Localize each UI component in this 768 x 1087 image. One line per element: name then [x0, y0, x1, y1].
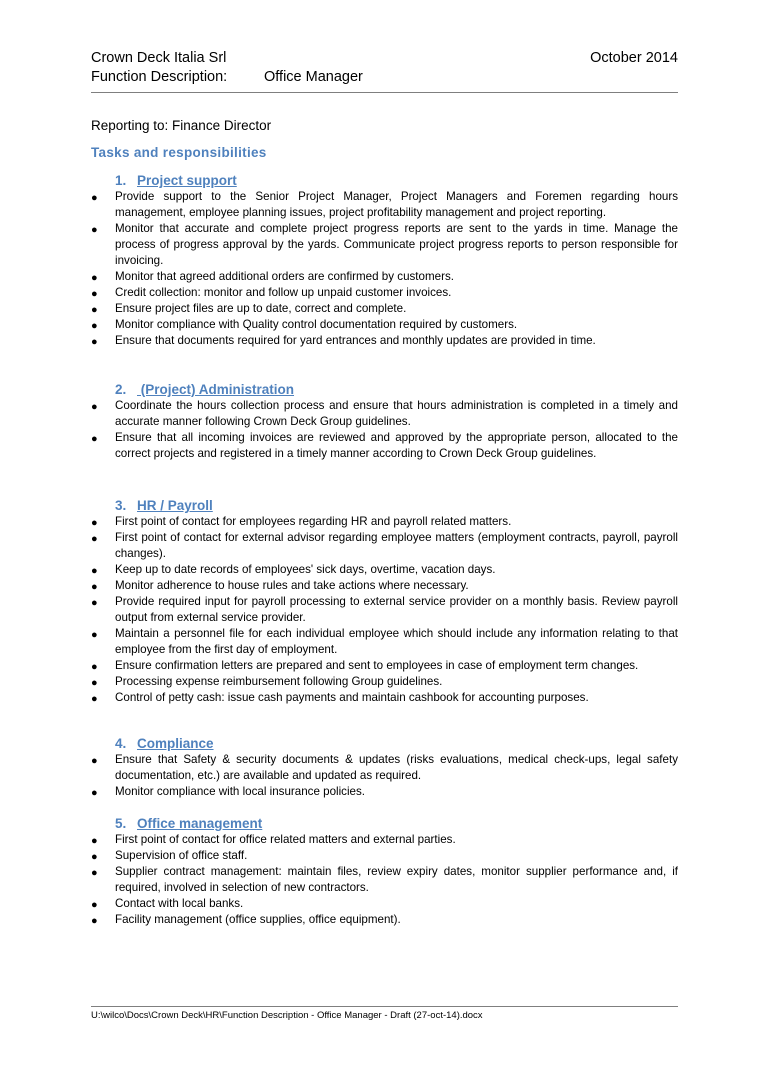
bullet-list — [91, 514, 678, 706]
bullet-list — [91, 832, 678, 928]
bullet-icon: ● — [91, 899, 98, 911]
section-title: Office management — [137, 816, 263, 831]
section-compliance — [91, 735, 678, 800]
list-item: ● Monitor that accurate and complete project progress reports are sent to the yards in time. Manage the process of progress approval by the yards. Communicate project progress reports to person responsible for invoicing. — [91, 222, 678, 267]
bullet-icon: ● — [91, 629, 98, 641]
bullet-icon: ● — [91, 693, 98, 705]
reporting-to: Reporting to: Finance Director — [91, 118, 272, 133]
section-title: Project support — [137, 173, 237, 188]
list-item: ● Facility management (office supplies, office equipment). — [91, 913, 401, 927]
list-item: ● Monitor compliance with Quality control documentation required by customers. — [91, 318, 518, 332]
section-heading — [115, 497, 678, 514]
bullet-list — [91, 189, 678, 349]
bullet-icon: ● — [91, 288, 98, 300]
list-item: ● Ensure that documents required for yard entrances and monthly updates are provided in time. — [91, 334, 596, 348]
bullet-icon: ● — [91, 565, 98, 577]
bullet-icon: ● — [91, 677, 98, 689]
list-item: ● Provide required input for payroll processing to external service provider on a monthly basis. Review payroll output from external service provider. — [91, 595, 678, 624]
list-item: ● Contact with local banks. — [91, 897, 244, 911]
list-item: ● Monitor that agreed additional orders are confirmed by customers. — [91, 270, 454, 284]
list-item: ● Supervision of office staff. — [91, 849, 248, 863]
bullet-icon: ● — [91, 192, 98, 204]
bullet-icon: ● — [91, 401, 98, 413]
bullet-icon: ● — [91, 320, 98, 332]
bullet-icon: ● — [91, 755, 98, 767]
bullet-icon: ● — [91, 867, 98, 879]
list-item: ● Monitor adherence to house rules and take actions where necessary. — [91, 579, 469, 593]
list-item: ● Provide support to the Senior Project Manager, Project Managers and Foremen regarding hours management, employee planning issues, project profitability management and project reporting. — [91, 190, 678, 219]
list-item: ● Supplier contract management: maintain files, review expiry dates, monitor supplier performance and, if required, involved in selection of new contractors. — [91, 865, 678, 894]
document-date: October 2014 — [590, 50, 678, 66]
section-hr-payroll — [91, 497, 678, 706]
tasks-title: Tasks and responsibilities — [91, 145, 267, 160]
list-item: ● First point of contact for external advisor regarding employee matters (employment contracts, payroll, payroll changes). — [91, 531, 678, 560]
bullet-icon: ● — [91, 433, 98, 445]
footer-file-path: U:\wilco\Docs\Crown Deck\HR\Function Description - Office Manager - Draft (27-oct-14).docx — [91, 1010, 483, 1021]
bullet-icon: ● — [91, 787, 98, 799]
bullet-icon: ● — [91, 533, 98, 545]
function-label: Function Description: — [91, 69, 228, 85]
section-heading — [115, 735, 678, 752]
section-heading — [115, 172, 678, 189]
list-item: ● Ensure confirmation letters are prepared and sent to employees in case of employment term changes. — [91, 659, 639, 673]
bullet-icon: ● — [91, 224, 98, 236]
function-value: Office Manager — [264, 69, 363, 85]
section-title: (Project) Administration — [137, 382, 295, 397]
section-project-support — [91, 172, 678, 349]
section-title: Compliance — [137, 736, 214, 751]
bullet-icon: ● — [91, 272, 98, 284]
bullet-icon: ● — [91, 304, 98, 316]
section-heading — [115, 381, 678, 398]
bullet-icon: ● — [91, 851, 98, 863]
list-item: ● Ensure project files are up to date, correct and complete. — [91, 302, 407, 316]
list-item: ● Maintain a personnel file for each individual employee which should include any information relating to that employee from the first day of employment. — [91, 627, 678, 656]
list-item: ● Processing expense reimbursement following Group guidelines. — [91, 675, 443, 689]
list-item: ● Coordinate the hours collection process and ensure that hours administration is completed in a timely and accurate manner following Crown Deck Group guidelines. — [91, 399, 678, 428]
bullet-icon: ● — [91, 835, 98, 847]
section-office-management — [91, 815, 678, 928]
list-item: ● Ensure that all incoming invoices are reviewed and approved by the appropriate person, allocated to the correct projects and registered in a timely manner according to Crown Deck Group guidelines. — [91, 431, 678, 460]
bullet-icon: ● — [91, 581, 98, 593]
section-title: HR / Payroll — [137, 498, 213, 513]
bullet-icon: ● — [91, 336, 98, 348]
bullet-icon: ● — [91, 597, 98, 609]
bullet-icon: ● — [91, 915, 98, 927]
list-item: ● Ensure that Safety & security documents & updates (risks evaluations, medical check-ups, legal safety documentation, etc.) are available and updated as required. — [91, 753, 678, 782]
page-header — [91, 49, 678, 87]
section-number: 2. — [115, 382, 127, 397]
company-name: Crown Deck Italia Srl — [91, 50, 227, 66]
list-item: ● Keep up to date records of employees' sick days, overtime, vacation days. — [91, 563, 496, 577]
footer-divider — [91, 1006, 678, 1007]
section-project-administration — [91, 381, 678, 462]
list-item: ● Control of petty cash: issue cash payments and maintain cashbook for accounting purposes. — [91, 691, 589, 705]
list-item: ● First point of contact for office related matters and external parties. — [91, 833, 456, 847]
section-heading — [115, 815, 678, 832]
list-item: ● Credit collection: monitor and follow up unpaid customer invoices. — [91, 286, 452, 300]
list-item: ● First point of contact for employees regarding HR and payroll related matters. — [91, 515, 512, 529]
bullet-list — [91, 398, 678, 462]
bullet-list — [91, 752, 678, 800]
section-number: 3. — [115, 498, 127, 513]
section-number: 4. — [115, 736, 127, 751]
section-number: 5. — [115, 816, 127, 831]
section-number: 1. — [115, 173, 127, 188]
list-item: ● Monitor compliance with local insurance policies. — [91, 785, 366, 799]
header-divider — [91, 92, 678, 93]
bullet-icon: ● — [91, 661, 98, 673]
bullet-icon: ● — [91, 517, 98, 529]
